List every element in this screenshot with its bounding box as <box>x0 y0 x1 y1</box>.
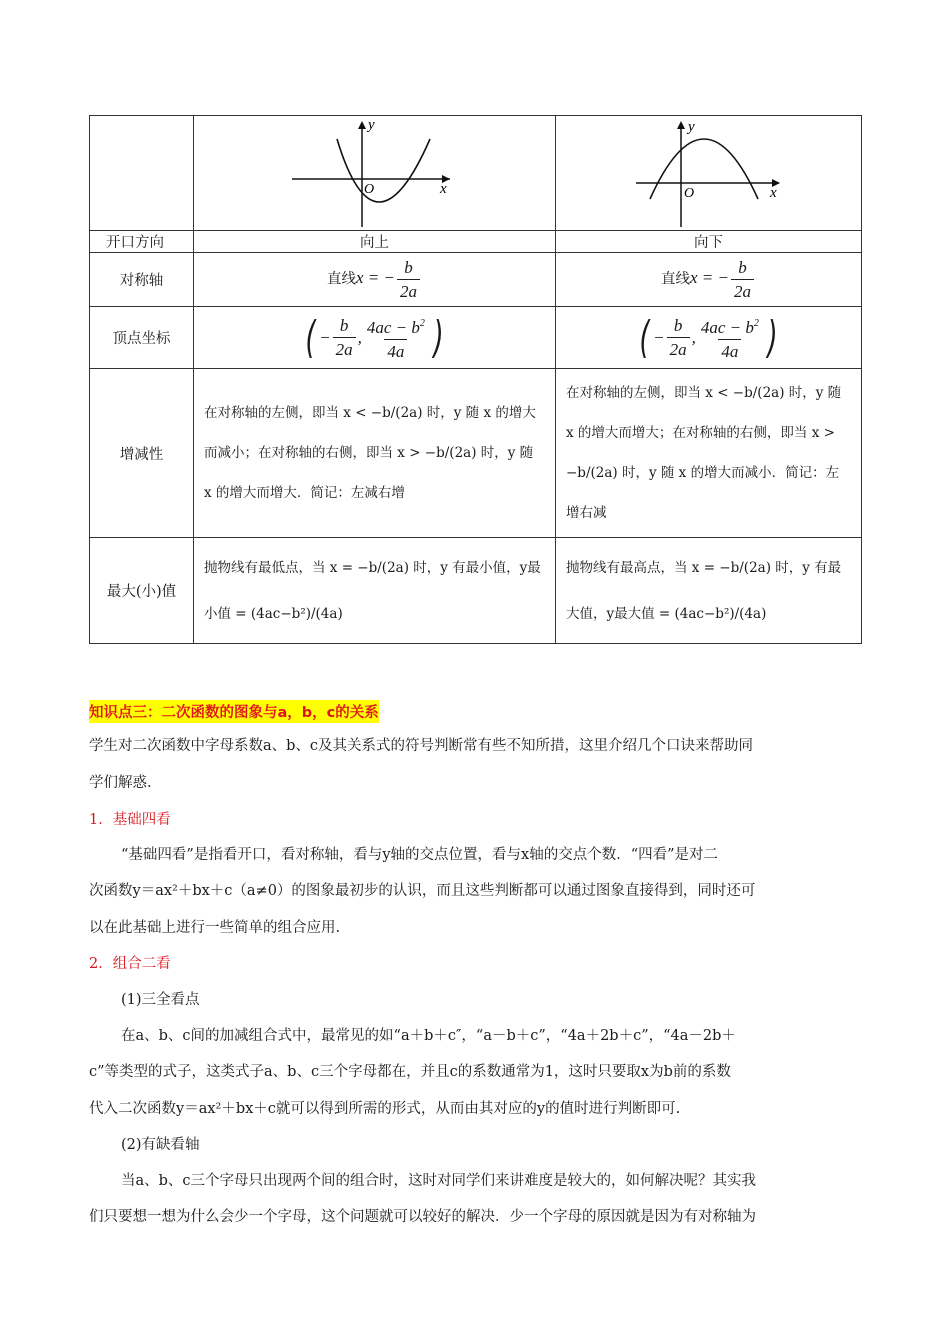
axis-prefix: 直线 <box>661 271 690 288</box>
sub1-line-2: c”等类型的式子，这类式子a、b、c三个字母都在，并且c的系数通常为1，这时只要取x为b前的系数 <box>89 1064 731 1080</box>
monotonic-down <box>556 369 862 538</box>
extreme-label: 最大(小)值 <box>90 538 194 644</box>
opening-up: 向上 <box>194 231 556 253</box>
vertex-down <box>556 307 862 369</box>
opening-row <box>90 231 862 253</box>
vertex-row <box>90 307 862 369</box>
y-axis-label: y <box>687 119 695 135</box>
vertex-formula: ( − $\frac{b}{2a}$ , $\frac{4ac - b^2}{4a}$ ) <box>305 311 444 363</box>
sub1-line-3: 代入二次函数y＝ax²＋bx＋c就可以得到所需的形式，从而由其对应的y的值时进行判断即可. <box>89 1101 681 1117</box>
axis-label: 对称轴 <box>90 253 194 307</box>
x-axis-label: x <box>769 185 777 201</box>
axis-prefix: 直线 <box>327 271 356 288</box>
item1-line-2: 次函数y＝ax²＋bx＋c（a≠0）的图象最初步的认识，而且这些判断都可以通过图象直接得到，同时还可 <box>89 883 756 899</box>
extreme-down-text: 抛物线有最高点，当 x = −b/(2a) 时，y 有最大值，y最大值 = (4ac−b²)/(4a) <box>566 559 842 622</box>
y-axis-label: y <box>367 117 375 133</box>
axis-row <box>90 253 862 307</box>
item1-title: 1．基础四看 <box>89 812 171 828</box>
axis-up <box>194 253 556 307</box>
origin-label: O <box>363 182 374 197</box>
extreme-down <box>556 538 862 644</box>
monotonic-up <box>194 369 556 538</box>
section-heading: 知识点三：二次函数的图象与a，b，c的关系 <box>89 700 379 723</box>
origin-label: O <box>683 186 694 201</box>
upward-parabola-graph <box>290 117 460 229</box>
downward-parabola-graph <box>634 117 784 229</box>
graph-row <box>90 116 862 231</box>
vertex-up <box>194 307 556 369</box>
axis-formula: x = − $\frac{b}{2a}$ <box>690 268 756 287</box>
empty-corner-cell <box>90 116 194 231</box>
item1-line-3: 以在此基础上进行一些简单的组合应用. <box>89 920 341 936</box>
vertex-label: 顶点坐标 <box>90 307 194 369</box>
extreme-row <box>90 538 862 644</box>
opening-label <box>90 231 194 253</box>
axis-formula: x = − $\frac{b}{2a}$ <box>356 268 422 287</box>
vertex-formula: ( − $\frac{b}{2a}$ , $\frac{4ac - b^2}{4a}$ ) <box>639 311 778 363</box>
extreme-up-text: 抛物线有最低点，当 x = −b/(2a) 时，y 有最小值，y最小值 = (4ac−b²)/(4a) <box>204 559 541 622</box>
upward-parabola-cell <box>194 116 556 231</box>
sub2-line-2: 们只要想一想为什么会少一个字母，这个问题就可以较好的解决．少一个字母的原因就是因为有对称轴为 <box>89 1209 756 1225</box>
extreme-up <box>194 538 556 644</box>
x-axis-label: x <box>439 181 447 197</box>
downward-parabola-cell <box>556 116 862 231</box>
monotonic-label: 增减性 <box>90 369 194 538</box>
monotonic-up-text: 在对称轴的左侧，即当 x < −b/(2a) 时，y 随 x 的增大而减小；在对称轴的右侧，即当 x > −b/(2a) 时，y 随 x 的增大而增大．简记：左减右增 <box>204 405 536 501</box>
monotonic-row <box>90 369 862 538</box>
quadratic-properties-table <box>89 115 862 644</box>
sub1-line-1: 在a、b、c间的加减组合式中，最常见的如“a＋b＋c″，“a－b＋c”，“4a＋2b＋c”，“4a－2b＋ <box>121 1028 736 1044</box>
sub2-title: (2)有缺看轴 <box>121 1137 200 1153</box>
sub1-title: (1)三全看点 <box>121 992 200 1008</box>
monotonic-down-text: 在对称轴的左侧，即当 x < −b/(2a) 时，y 随 x 的增大而增大；在对称轴的右侧，即当 x > −b/(2a) 时，y 随 x 的增大而减小．简记：左增右减 <box>566 385 842 521</box>
opening-down: 向下 <box>556 231 862 253</box>
item2-title: 2．组合二看 <box>89 956 171 972</box>
sub2-line-1: 当a、b、c三个字母只出现两个间的组合时，这时对同学们来讲难度是较大的，如何解决呢？其实我 <box>121 1173 757 1189</box>
axis-down <box>556 253 862 307</box>
opening-label-text: 开口方向 <box>106 235 164 251</box>
item1-line-1: “基础四看”是指看开口，看对称轴，看与y轴的交点位置，看与x轴的交点个数．“四看”是对二 <box>121 847 719 863</box>
intro-line-1: 学生对二次函数中字母系数a、b、c及其关系式的符号判断常有些不知所措，这里介绍几个口诀来帮助同 <box>89 738 754 754</box>
intro-line-2: 学们解惑. <box>89 775 152 791</box>
